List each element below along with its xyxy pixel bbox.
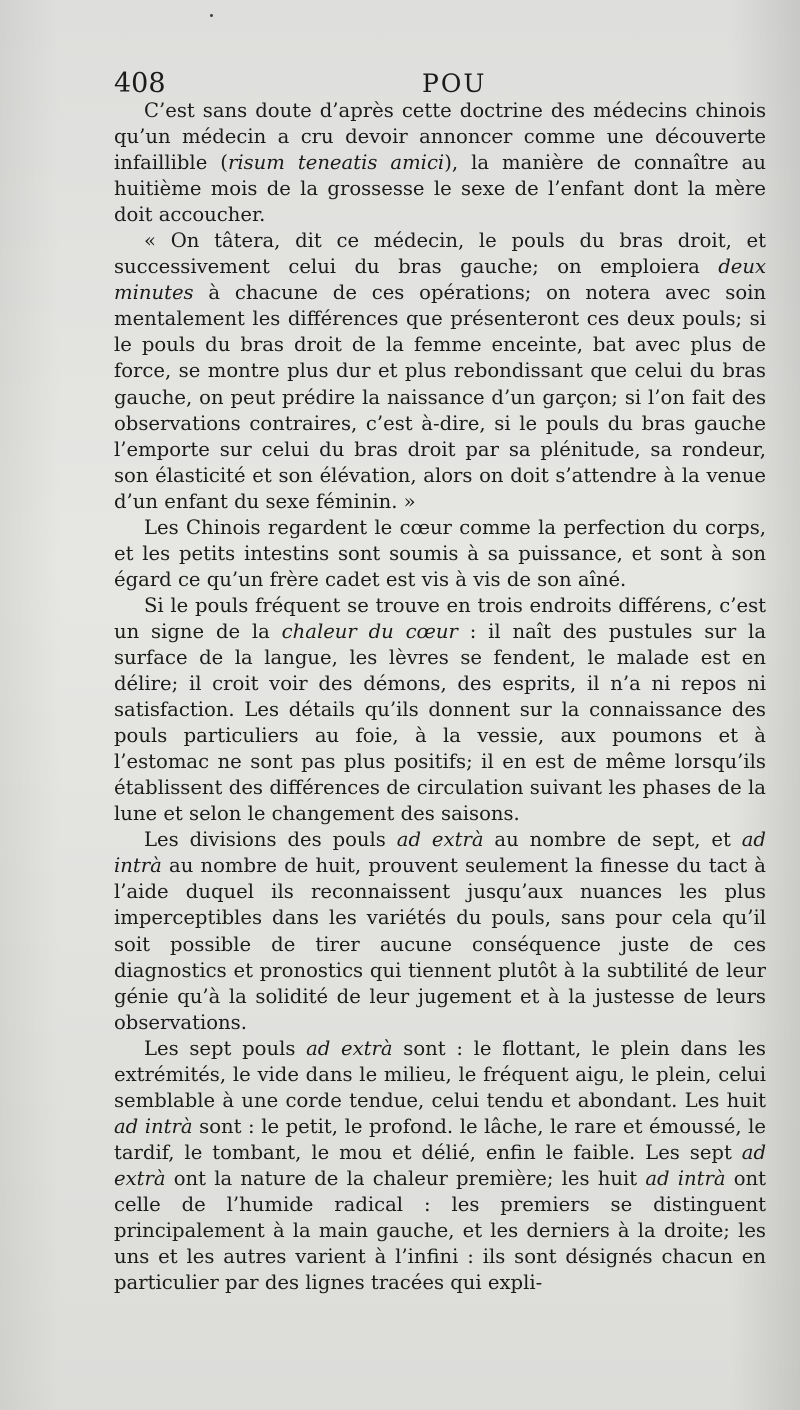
paragraph: « On tâtera, dit ce médecin, le pouls du bras droit, et successivement celui du bras gauche; on emploiera deux minutes à chacune de ces opérations; on notera avec soin mentalement les différences que présenteront ces deux pouls; si le pouls du bras droit de la femme enceinte, bat avec plus de force, se montre plus dur et plus rebondissant que celui du bras gauche, on peut prédire la naissance d’un garçon; si l’on fait des observations contraires, c’est à-dire, si le pouls du bras gauche l’emporte sur celui du bras droit par sa plénitude, sa rondeur, son élasticité et son élévation, alors on doit s’attendre à la venue d’un enfant du sexe féminin. » xyxy=(114,229,766,513)
page-header xyxy=(114,66,774,102)
paragraph: Si le pouls fréquent se trouve en trois endroits différens, c’est un signe de la chaleur du cœur : il naît des pustules sur la surface de la langue, les lèvres se fendent, le malade est en délire; il croit voir des démons, des esprits, il n’a ni repos ni satisfaction. Les détails qu’ils donnent sur la connaissance des pouls particuliers au foie, à la vessie, aux poumons et à l’estomac ne sont pas plus positifs; il en est de même lorsqu’ils établissent des différences de circulation suivant les phases de la lune et selon le changement des saisons. xyxy=(114,593,767,826)
running-title: POU xyxy=(422,69,487,98)
paragraph: Les sept pouls ad extrà sont : le flottant, le plein dans les extrémités, le vide dans le milieu, le fréquent aigu, le plein, celui semblable à une corde tendue, celui tendu et abondant. Les huit ad intrà sont : le petit, le profond. le lâche, le rare et émoussé, le tardif, le tombant, le mou et délié, enfin le faible. Les sept ad extrà ont la nature de la chaleur première; les huit ad intrà ont celle de l’humide radical : les premiers se distinguent principalement à la main gauche, et les derniers à la droite; les uns et les autres varient à l’infini : ils sont désignés chacun en particulier par des lignes tracées qui expli- xyxy=(114,1036,766,1295)
page-number: 408 xyxy=(114,68,166,99)
paragraph: Les divisions des pouls ad extrà au nombre de sept, et ad intrà au nombre de huit, prouvent seulement la finesse du tact à l’aide duquel ils reconnaissent jusqu’aux nuances les plus imperceptibles dans les variétés du pouls, sans pour cela qu’il soit possible de tirer aucune conséquence juste de ces diagnostics et pronostics qui tiennent plutôt à la subtilité de leur génie qu’à la solidité de leur jugement et à la justesse de leurs observations. xyxy=(114,828,766,1034)
ink-speck xyxy=(210,14,213,17)
paragraph: Les Chinois regardent le cœur comme la perfection du corps, et les petits intestins sont soumis à sa puissance, et sont à son égard ce qu’un frère cadet est vis à vis de son aîné. xyxy=(114,515,766,591)
body-text xyxy=(114,98,766,1296)
paragraph: C’est sans doute d’après cette doctrine des médecins chinois qu’un médecin a cru devoir annoncer comme une découverte infaillible (risum teneatis amici), la manière de connaître au huitième mois de la grossesse le sexe de l’enfant dont la mère doit accoucher. xyxy=(114,99,766,227)
